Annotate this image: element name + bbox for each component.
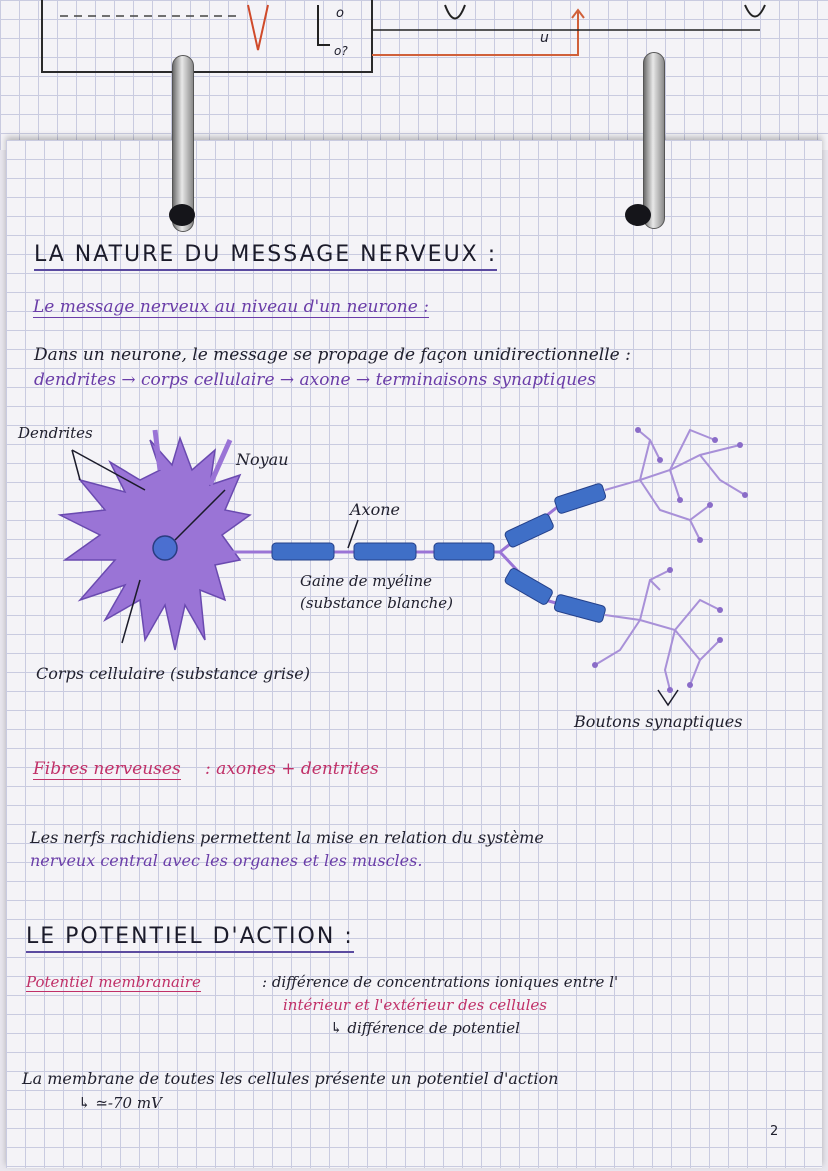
prev-label-2: o? — [334, 44, 348, 58]
label-corps-cellulaire: Corps cellulaire (substance grise) — [36, 664, 310, 683]
subtitle-neurone: Le message nerveux au niveau d'un neurone : — [33, 297, 429, 317]
nucleus — [153, 536, 177, 560]
terminal-buttons-bottom — [592, 567, 723, 693]
terminal-branches-bottom — [595, 570, 720, 690]
label-dendrites: Dendrites — [18, 424, 93, 442]
terminal-branches-top — [605, 430, 745, 540]
membrane-line: La membrane de toutes les cellules présente un potentiel d'action — [22, 1069, 559, 1088]
potentiel-def-line-3: ↳ différence de potentiel — [330, 1019, 520, 1037]
page-number: 2 — [770, 1124, 779, 1139]
section-title-potentiel: LE POTENTIEL D'ACTION : — [26, 924, 354, 953]
intro-line-2: dendrites → corps cellulaire → axone → terminaisons synaptiques — [34, 370, 596, 390]
label-axone: Axone — [350, 500, 400, 519]
section-title-nature: LA NATURE DU MESSAGE NERVEUX : — [34, 242, 497, 271]
prev-label-1: o — [336, 6, 344, 21]
label-noyau: Noyau — [236, 450, 289, 469]
membrane-value: ↳ ≃-70 mV — [78, 1094, 162, 1112]
label-gaine: Gaine de myéline — [300, 572, 432, 590]
intro-line-1: Dans un neurone, le message se propage de façon unidirectionnelle : — [34, 345, 631, 365]
label-substance-blanche: (substance blanche) — [300, 594, 453, 612]
potentiel-membranaire-term: Potentiel membranaire — [26, 973, 201, 991]
nerfs-line-1: Les nerfs rachidiens permettent la mise en relation du système — [30, 828, 544, 847]
fibres-definition: : axones + dentrites — [205, 759, 379, 779]
fibres-term: Fibres nerveuses — [33, 759, 181, 779]
potentiel-def-line-1: : différence de concentrations ioniques entre l' — [262, 973, 619, 991]
label-boutons-synaptiques: Boutons synaptiques — [574, 712, 743, 731]
nerfs-line-2: nerveux central avec les organes et les muscles. — [30, 851, 423, 870]
prev-label-3: u — [540, 30, 549, 46]
cell-body — [60, 430, 250, 650]
potentiel-def-line-2: intérieur et l'extérieur des cellules — [283, 996, 547, 1014]
